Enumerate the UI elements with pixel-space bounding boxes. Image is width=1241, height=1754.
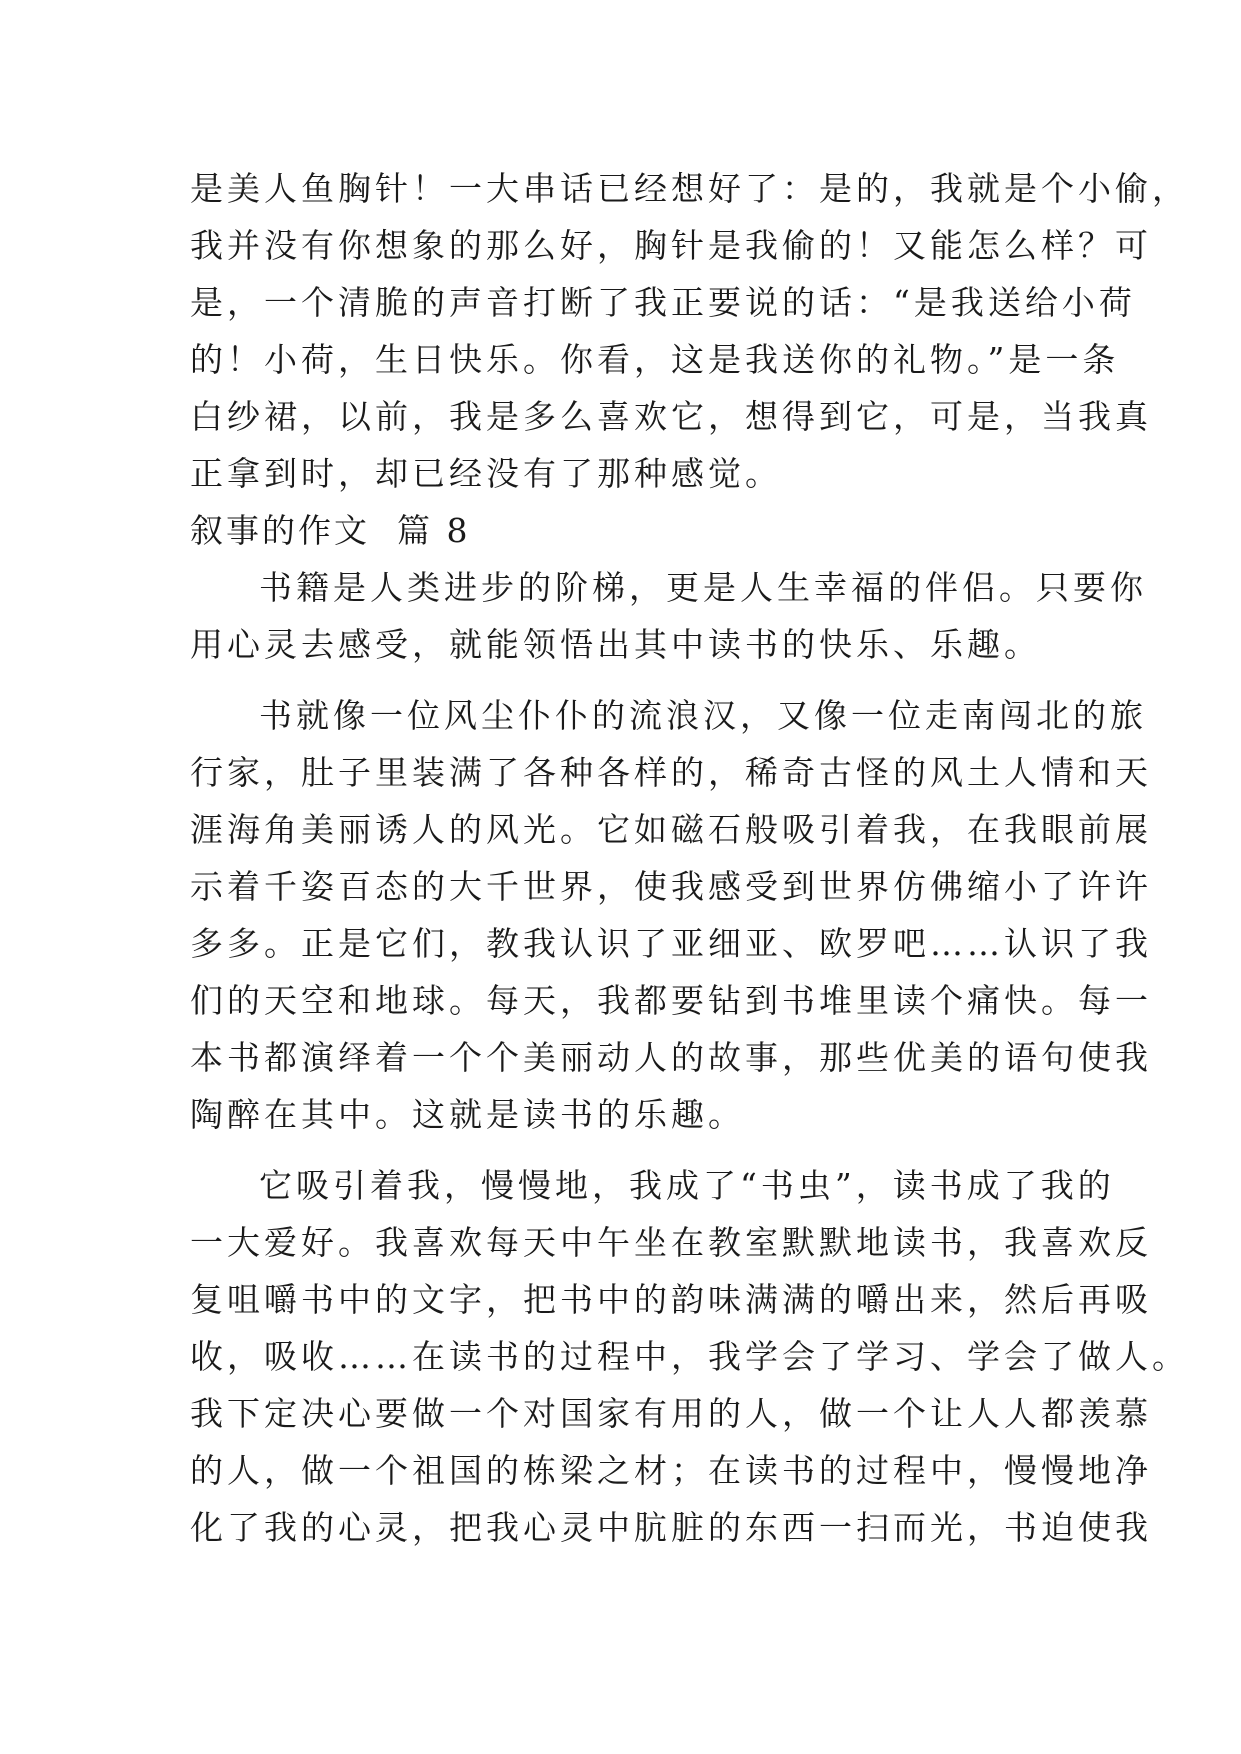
paragraph bbox=[190, 1157, 1189, 1556]
text-line: 本书都演绎着一个个美丽动人的故事，那些优美的语句使我 bbox=[190, 1038, 1152, 1077]
document-page bbox=[190, 160, 1189, 1556]
text-line: 白纱裙，以前，我是多么喜欢它，想得到它，可是，当我真 bbox=[190, 397, 1152, 436]
text-line: 是美人鱼胸针！一大串话已经想好了：是的，我就是个小偷， bbox=[190, 169, 1189, 208]
text-line: 一大爱好。我喜欢每天中午坐在教室默默地读书，我喜欢反 bbox=[190, 1223, 1152, 1262]
text-line: 涯海角美丽诱人的风光。它如磁石般吸引着我，在我眼前展 bbox=[190, 810, 1152, 849]
text-line: 示着千姿百态的大千世界，使我感受到世界仿佛缩小了许许 bbox=[190, 867, 1152, 906]
text-line: 的人，做一个祖国的栋梁之材；在读书的过程中，慢慢地净 bbox=[190, 1451, 1152, 1490]
text-line: 书就像一位风尘仆仆的流浪汉，又像一位走南闯北的旅 bbox=[259, 696, 1147, 735]
text-line: 化了我的心灵，把我心灵中肮脏的东西一扫而光，书迫使我 bbox=[190, 1508, 1152, 1547]
paragraph-continued bbox=[190, 160, 1189, 502]
text-line: 用心灵去感受，就能领悟出其中读书的快乐、乐趣。 bbox=[190, 625, 1041, 664]
text-line: 它吸引着我，慢慢地，我成了“书虫”，读书成了我的 bbox=[259, 1166, 1115, 1205]
text-line: 行家，肚子里装满了各种各样的，稀奇古怪的风土人情和天 bbox=[190, 753, 1152, 792]
text-line: 陶醉在其中。这就是读书的乐趣。 bbox=[190, 1095, 745, 1134]
text-line: 书籍是人类进步的阶梯，更是人生幸福的伴侣。只要你 bbox=[259, 568, 1147, 607]
text-line: 多多。正是它们，教我认识了亚细亚、欧罗吧……认识了我 bbox=[190, 924, 1152, 963]
text-line: 收，吸收……在读书的过程中，我学会了学习、学会了做人。 bbox=[190, 1337, 1189, 1376]
text-line: 们的天空和地球。每天，我都要钻到书堆里读个痛快。每一 bbox=[190, 981, 1152, 1020]
text-line: 我下定决心要做一个对国家有用的人，做一个让人人都羡慕 bbox=[190, 1394, 1152, 1433]
text-line: 是，一个清脆的声音打断了我正要说的话：“是我送给小荷 bbox=[190, 283, 1136, 322]
paragraph bbox=[190, 559, 1147, 673]
text-line: 正拿到时，却已经没有了那种感觉。 bbox=[190, 454, 782, 493]
paragraph bbox=[190, 687, 1152, 1143]
text-line: 的！小荷，生日快乐。你看，这是我送你的礼物。”是一条 bbox=[190, 340, 1120, 379]
text-line: 我并没有你想象的那么好，胸针是我偷的！又能怎么样？可 bbox=[190, 226, 1152, 265]
text-line: 复咀嚼书中的文字，把书中的韵味满满的嚼出来，然后再吸 bbox=[190, 1280, 1152, 1319]
section-heading: 叙事的作文 篇 8 bbox=[190, 511, 471, 550]
